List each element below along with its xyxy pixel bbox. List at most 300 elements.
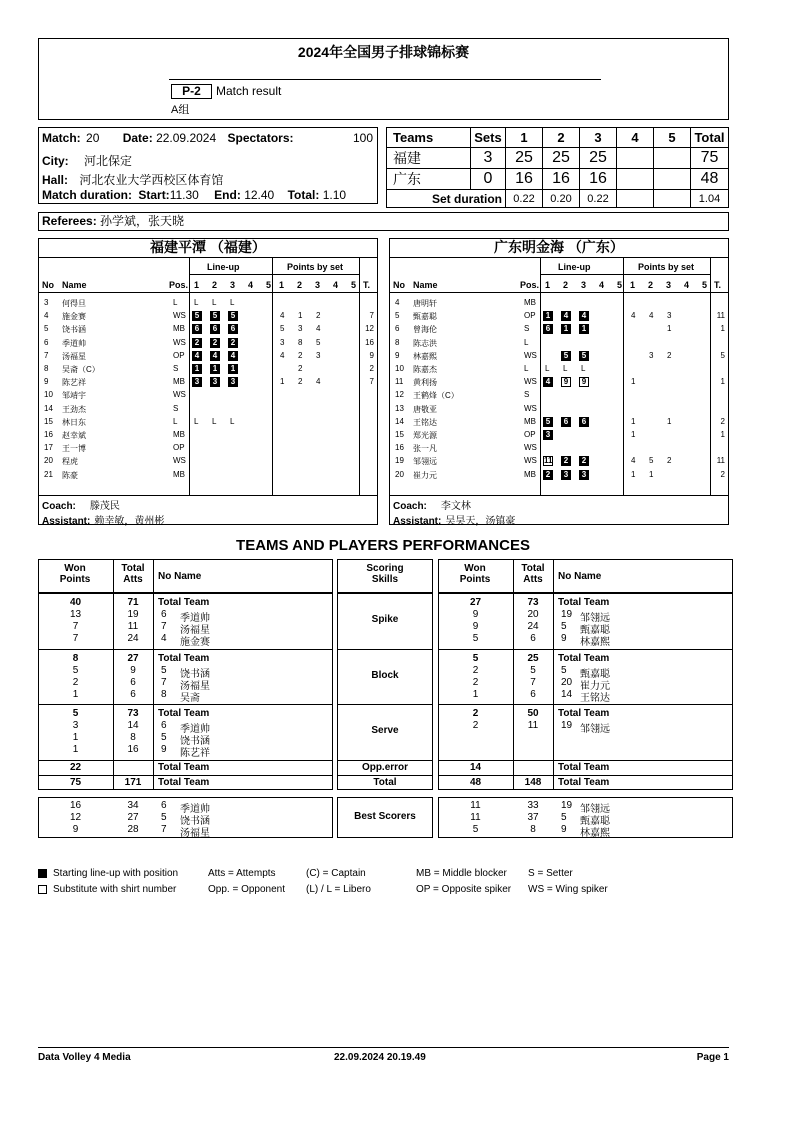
player-number: 6 xyxy=(395,324,400,334)
total-team-label: Total Team xyxy=(158,597,210,608)
player-won-points: 5 xyxy=(72,665,79,676)
starting-position: 3 xyxy=(561,470,571,480)
player-position: L xyxy=(173,298,178,307)
starting-position: 4 xyxy=(210,351,220,361)
player-name: 王劲杰 xyxy=(62,404,86,414)
score-header-total: Total xyxy=(691,128,729,148)
player-name: 邹靖宇 xyxy=(62,391,86,401)
grand-total-atts: 171 xyxy=(124,777,142,788)
score-set5 xyxy=(654,148,691,169)
set-points: 1 xyxy=(667,324,672,334)
total-team-label: Total Team xyxy=(158,708,210,719)
player-number: 4 xyxy=(395,298,400,307)
set-points: 5 xyxy=(280,324,285,334)
won-points-header: Won Points xyxy=(59,563,91,585)
score-total: 75 xyxy=(691,148,729,169)
player-number: 20 xyxy=(44,456,53,466)
player-position: WS xyxy=(524,456,537,466)
starting-position: 6 xyxy=(228,324,238,334)
starting-position: 5 xyxy=(561,351,571,361)
won-points-header: Won Points xyxy=(459,563,491,585)
total-won-points: 40 xyxy=(69,597,82,608)
libero-mark: L xyxy=(194,298,199,307)
duration-label: Match duration: xyxy=(42,188,132,202)
set-duration-row xyxy=(387,190,729,208)
starting-position: 3 xyxy=(228,377,238,387)
date-label: Date: xyxy=(122,131,153,145)
hall-value: 河北农业大学西校区体育馆 xyxy=(79,173,224,187)
no-name-header: No Name xyxy=(558,571,602,582)
player-position: OP xyxy=(524,311,536,321)
city-label: City: xyxy=(42,154,69,168)
report-header xyxy=(38,38,729,120)
grand-total-won: 48 xyxy=(469,777,482,788)
player-row xyxy=(390,323,728,336)
starting-position: 2 xyxy=(561,456,571,466)
lineup-header: Line-up xyxy=(207,262,240,272)
legend-atts: Atts = Attempts xyxy=(208,868,276,879)
lineup-header: Line-up xyxy=(558,262,591,272)
set-points: 1 xyxy=(631,377,636,387)
player-row xyxy=(39,469,377,482)
player-row xyxy=(390,297,728,310)
player-won-points: 2 xyxy=(472,665,479,676)
player-number: 20 xyxy=(395,469,404,479)
points-by-set-header: Points by set xyxy=(287,262,344,272)
player-attempts: 11 xyxy=(527,720,539,731)
group-header-line xyxy=(540,274,710,275)
player-total-points: 11 xyxy=(716,456,725,466)
total-won-points: 2 xyxy=(472,708,479,719)
player-name: 汤福星 xyxy=(180,681,210,692)
lineup-set-header: 2 xyxy=(212,280,218,290)
points-set-header: 5 xyxy=(351,280,357,290)
coach-divider xyxy=(39,495,377,496)
assistant-names: 吴昊天，汤镇豪 xyxy=(445,516,516,527)
starting-position: 6 xyxy=(210,324,220,334)
libero-mark: L xyxy=(230,416,235,426)
player-name: 甄嘉聪 xyxy=(580,625,610,636)
row-divider xyxy=(38,649,333,650)
set-points: 8 xyxy=(298,337,303,347)
total-won-points: 27 xyxy=(469,597,482,608)
player-number: 10 xyxy=(395,364,404,373)
total-attempts: 73 xyxy=(127,708,139,719)
set-duration-label: Set duration xyxy=(387,190,506,208)
player-number: 20 xyxy=(561,677,573,688)
name-header: Name xyxy=(62,280,87,290)
libero-mark: L xyxy=(230,298,235,307)
group-header-line xyxy=(189,274,359,275)
referees-label: Referees: xyxy=(42,214,97,228)
opp-error-won: 14 xyxy=(469,762,482,773)
player-name: 邹翎远 xyxy=(580,613,610,624)
legend-captain: (C) = Captain xyxy=(306,868,366,879)
legend-starting: Starting line-up with position xyxy=(53,868,179,879)
coach-row xyxy=(42,497,120,512)
total-label: Total: xyxy=(287,188,320,202)
player-row xyxy=(390,442,728,455)
player-name: 黄利扬 xyxy=(413,378,437,388)
player-name: 王铭达 xyxy=(413,417,437,427)
score-total: 48 xyxy=(691,169,729,190)
total-attempts: 71 xyxy=(127,597,139,608)
grand-total-skill: Total xyxy=(373,777,397,788)
player-position: L xyxy=(524,337,529,347)
player-position: L xyxy=(524,364,529,373)
player-won-points: 3 xyxy=(72,720,79,731)
set-points: 3 xyxy=(298,324,303,334)
player-name: 吴斋（C） xyxy=(62,365,100,374)
set-points: 4 xyxy=(316,377,321,387)
player-name: 王鹤烽（C） xyxy=(413,391,459,401)
player-total-points: 2 xyxy=(720,469,725,479)
row-divider xyxy=(337,775,433,776)
match-info-row-1 xyxy=(42,131,294,145)
away-team-panel xyxy=(389,238,729,525)
spectators-label: Spectators: xyxy=(227,131,294,145)
score-set3: 16 xyxy=(580,169,617,190)
player-position: S xyxy=(524,390,530,400)
player-name: 邹翎远 xyxy=(413,457,437,467)
player-position: OP xyxy=(524,430,536,439)
player-number: 11 xyxy=(395,377,404,387)
player-position: S xyxy=(173,403,179,413)
points-set-header: 4 xyxy=(684,280,690,290)
lineup-set-header: 2 xyxy=(563,280,569,290)
player-won-points: 5 xyxy=(472,633,479,644)
performances-title: TEAMS AND PLAYERS PERFORMANCES xyxy=(236,537,530,554)
player-attempts: 11 xyxy=(127,621,139,632)
score-team-name: 福建 xyxy=(387,148,471,169)
score-header-sets: Sets xyxy=(471,128,506,148)
player-row xyxy=(39,429,377,442)
starting-position: 1 xyxy=(228,364,238,374)
player-row xyxy=(39,442,377,455)
score-set4 xyxy=(617,148,654,169)
player-total-points: 1 xyxy=(720,324,725,334)
total-team-label: Total Team xyxy=(558,708,610,719)
set-points: 2 xyxy=(667,456,672,466)
best-scorer-atts: 37 xyxy=(527,812,539,823)
name-header: Name xyxy=(413,280,438,290)
starting-position: 1 xyxy=(210,364,220,374)
lineup-set-header: 1 xyxy=(545,280,551,290)
set-points: 5 xyxy=(649,456,654,466)
starting-position: 6 xyxy=(543,324,553,334)
player-number: 4 xyxy=(44,311,49,321)
player-position: MB xyxy=(173,430,185,439)
legend-ws: WS = Wing spiker xyxy=(528,884,608,895)
player-number: 10 xyxy=(44,390,53,400)
legend-op: OP = Opposite spiker xyxy=(416,884,512,895)
player-position: WS xyxy=(173,311,186,321)
total-attempts: 27 xyxy=(127,653,139,664)
player-number: 6 xyxy=(44,337,49,347)
player-number: 15 xyxy=(44,416,53,426)
city-value: 河北保定 xyxy=(84,154,133,168)
player-name: 陈艺祥 xyxy=(180,748,210,759)
player-number: 16 xyxy=(395,443,404,453)
set-points: 1 xyxy=(631,469,636,479)
total-duration: 1.10 xyxy=(322,188,347,202)
player-total-points: 2 xyxy=(369,364,374,373)
player-number: 19 xyxy=(395,456,404,466)
player-position: MB xyxy=(173,469,185,479)
starting-position: 3 xyxy=(192,377,202,387)
score-header-teams: Teams xyxy=(387,128,471,148)
points-set-header: 1 xyxy=(279,280,285,290)
player-name: 唐敬亚 xyxy=(413,404,437,414)
starting-position: 4 xyxy=(579,311,589,321)
player-attempts: 8 xyxy=(130,732,136,743)
player-number: 9 xyxy=(161,744,167,755)
player-number: 5 xyxy=(395,311,400,321)
end-label: End: xyxy=(214,188,241,202)
player-row xyxy=(390,416,728,429)
score-sets: 3 xyxy=(471,148,506,169)
player-position: WS xyxy=(524,403,537,413)
player-name: 陈艺祥 xyxy=(62,378,86,388)
player-name: 汤福星 xyxy=(180,625,210,636)
player-number: 14 xyxy=(44,403,53,413)
player-number: 7 xyxy=(44,350,49,360)
score-row-away xyxy=(387,169,729,190)
spectators-count: 100 xyxy=(352,131,373,145)
total-won-points: 5 xyxy=(72,708,79,719)
player-won-points: 1 xyxy=(72,744,79,755)
starting-position: 1 xyxy=(192,364,202,374)
column-header-line xyxy=(390,292,728,293)
best-scorer-won: 9 xyxy=(72,824,79,835)
player-name: 郑光源 xyxy=(413,431,437,440)
player-name: 崔力元 xyxy=(413,470,437,480)
player-row xyxy=(390,310,728,323)
player-attempts: 5 xyxy=(530,665,536,676)
player-total-points: 2 xyxy=(720,416,725,426)
player-number: 13 xyxy=(395,403,404,413)
row-divider xyxy=(438,760,733,761)
start-time: 11.30 xyxy=(169,188,199,202)
coach-name: 滕茂民 xyxy=(89,501,120,512)
player-name: 林嘉熙 xyxy=(580,637,610,648)
legend-s: S = Setter xyxy=(528,868,573,879)
player-position: WS xyxy=(173,390,186,400)
lineup-set-header: 3 xyxy=(230,280,236,290)
player-row xyxy=(390,337,728,350)
footer-software: Data Volley 4 Media xyxy=(38,1052,131,1063)
player-name: 季道帅 xyxy=(180,724,210,735)
score-team-name: 广东 xyxy=(387,169,471,190)
set-points: 1 xyxy=(649,469,654,479)
set-duration-3: 0.22 xyxy=(580,190,617,208)
no-name-header: No Name xyxy=(158,571,202,582)
player-number: 5 xyxy=(561,621,567,632)
start-label: Start: xyxy=(138,188,170,202)
starting-position: 5 xyxy=(228,311,238,321)
substitute-square-icon xyxy=(38,885,47,894)
total-attempts: 73 xyxy=(527,597,539,608)
player-number: 17 xyxy=(44,443,53,453)
player-number: 19 xyxy=(561,720,573,731)
player-position: WS xyxy=(524,377,537,387)
player-attempts: 7 xyxy=(530,677,536,688)
starting-position: 1 xyxy=(561,324,571,334)
player-row xyxy=(39,376,377,389)
player-name: 陈豪 xyxy=(62,470,78,480)
player-won-points: 2 xyxy=(472,720,479,731)
starting-position: 1 xyxy=(579,324,589,334)
points-set-header: 1 xyxy=(630,280,636,290)
player-number: 8 xyxy=(161,689,167,700)
starting-position: 4 xyxy=(543,377,553,387)
player-name: 王铭达 xyxy=(580,693,610,704)
grand-total-atts: 148 xyxy=(524,777,542,788)
score-sets: 0 xyxy=(471,169,506,190)
report-name: Match result xyxy=(216,84,282,98)
score-header-set2: 2 xyxy=(543,128,580,148)
player-number: 5 xyxy=(561,665,567,676)
legend-substitute: Substitute with shirt number xyxy=(53,884,177,895)
player-position: MB xyxy=(173,324,185,334)
player-row xyxy=(390,403,728,416)
coach-divider xyxy=(390,495,728,496)
set-points: 4 xyxy=(631,456,636,466)
lineup-set-header: 4 xyxy=(248,280,254,290)
best-scorer-number: 6 xyxy=(161,800,167,811)
coach-label: Coach: xyxy=(393,501,427,512)
opp-error-skill: Opp.error xyxy=(361,762,409,773)
player-attempts: 6 xyxy=(530,633,536,644)
player-won-points: 7 xyxy=(72,621,79,632)
hall-row xyxy=(42,171,223,188)
starting-position: 6 xyxy=(561,417,571,427)
column-divider xyxy=(513,559,514,593)
player-name: 曾海伦 xyxy=(413,325,437,335)
end-time: 12.40 xyxy=(244,188,275,202)
player-won-points: 1 xyxy=(72,689,79,700)
column-divider xyxy=(553,559,554,593)
column-header-line xyxy=(39,292,377,293)
player-number: 5 xyxy=(161,732,167,743)
duration-row xyxy=(42,188,346,202)
assistant-row xyxy=(393,512,515,527)
referees-names: 孙学斌，张天晓 xyxy=(100,214,185,228)
player-name: 程虎 xyxy=(62,457,78,467)
match-number: 20 xyxy=(86,131,100,145)
player-name: 王一博 xyxy=(62,444,86,454)
set-points: 1 xyxy=(667,416,672,426)
total-atts-header: Total Atts xyxy=(121,563,145,585)
lineup-set-header: 3 xyxy=(581,280,587,290)
footer-divider xyxy=(38,1047,729,1048)
player-position: MB xyxy=(524,416,536,426)
player-row xyxy=(39,455,377,468)
best-scorer-atts: 28 xyxy=(127,824,139,835)
row-divider xyxy=(337,760,433,761)
total-team-label: Total Team xyxy=(558,653,610,664)
starting-position: 6 xyxy=(579,417,589,427)
player-position: S xyxy=(524,324,530,334)
opp-error-won: 22 xyxy=(69,762,82,773)
player-row xyxy=(39,310,377,323)
player-row xyxy=(39,297,377,310)
starting-position: 5 xyxy=(210,311,220,321)
opp-error-label: Total Team xyxy=(158,762,210,773)
player-position: OP xyxy=(173,350,185,360)
best-scorer-number: 5 xyxy=(161,812,167,823)
best-scorer-number: 19 xyxy=(561,800,573,811)
pos-header: Pos. xyxy=(169,280,189,290)
best-scorer-won: 12 xyxy=(69,812,82,823)
starting-position: 3 xyxy=(543,430,553,440)
player-attempts: 6 xyxy=(130,677,136,688)
best-scorer-name: 林嘉熙 xyxy=(580,828,610,839)
player-row xyxy=(390,429,728,442)
player-won-points: 13 xyxy=(69,609,82,620)
points-set-header: 4 xyxy=(333,280,339,290)
score-header-set4: 4 xyxy=(617,128,654,148)
player-row xyxy=(39,416,377,429)
player-won-points: 2 xyxy=(72,677,79,688)
player-number: 8 xyxy=(395,337,400,347)
best-scorer-atts: 33 xyxy=(527,800,539,811)
best-scorer-won: 11 xyxy=(470,800,481,811)
points-set-header: 3 xyxy=(315,280,321,290)
group-label: A组 xyxy=(171,104,190,116)
player-won-points: 7 xyxy=(72,633,79,644)
total-header: T. xyxy=(363,280,371,290)
lineup-set-header: 4 xyxy=(599,280,605,290)
total-attempts: 25 xyxy=(527,653,539,664)
no-header: No xyxy=(393,280,405,290)
grand-total-label: Total Team xyxy=(158,777,210,788)
player-number: 6 xyxy=(161,720,167,731)
player-name: 汤福星 xyxy=(62,351,86,361)
player-position: WS xyxy=(524,443,537,453)
player-name: 饶书涵 xyxy=(180,736,210,747)
player-row xyxy=(390,455,728,468)
referees-bar xyxy=(38,212,729,231)
substitute-number: 9 xyxy=(561,377,571,387)
player-position: OP xyxy=(173,443,185,453)
player-position: WS xyxy=(524,350,537,360)
legend-libero: (L) / L = Libero xyxy=(306,884,371,895)
set-points: 3 xyxy=(649,350,654,360)
player-attempts: 24 xyxy=(527,621,539,632)
report-code: P-2 xyxy=(171,84,212,99)
total-header: T. xyxy=(714,280,722,290)
assistant-label: Assistant: xyxy=(393,516,442,527)
total-won-points: 5 xyxy=(472,653,479,664)
score-table xyxy=(386,127,729,204)
set-points: 3 xyxy=(280,337,285,347)
player-attempts: 6 xyxy=(130,689,136,700)
starting-position: 2 xyxy=(210,338,220,348)
starting-position: 2 xyxy=(192,338,202,348)
row-divider xyxy=(438,775,733,776)
starting-square-icon xyxy=(38,869,47,878)
player-attempts: 20 xyxy=(527,609,539,620)
best-scorer-atts: 27 xyxy=(127,812,139,823)
pos-header: Pos. xyxy=(520,280,540,290)
score-header-set3: 3 xyxy=(580,128,617,148)
lineup-set-header: 1 xyxy=(194,280,200,290)
player-row xyxy=(39,350,377,363)
no-header: No xyxy=(42,280,54,290)
skill-name: Serve xyxy=(371,725,399,736)
points-set-header: 3 xyxy=(666,280,672,290)
